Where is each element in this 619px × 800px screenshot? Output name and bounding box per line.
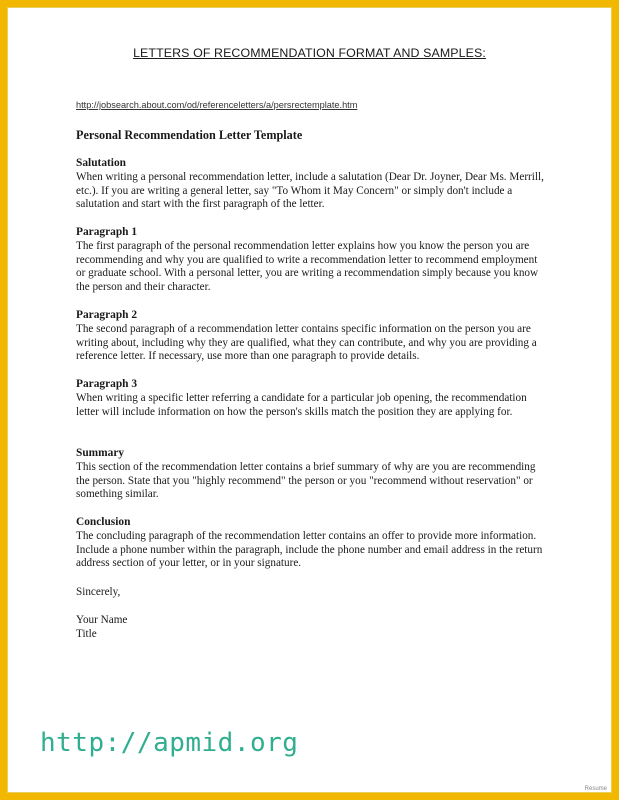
watermark-text: http://apmid.org — [40, 728, 299, 758]
closing-name: Your Name — [76, 614, 128, 626]
section-heading: Paragraph 3 — [76, 378, 138, 390]
section-heading: Paragraph 2 — [76, 309, 138, 321]
section-heading: Paragraph 1 — [76, 226, 138, 238]
section-body: The concluding paragraph of the recommendation letter contains an offer to provide more information. Include a phone number within the paragraph, include the phone number and email address in the return address section of your letter, or in your signature. — [76, 529, 543, 570]
closing-title: Title — [76, 628, 97, 640]
section-heading: Summary — [76, 447, 125, 459]
source-url-link[interactable]: http://jobsearch.about.com/od/referenceletters/a/persrectemplate.htm — [76, 100, 358, 110]
section-heading: Salutation — [76, 157, 127, 169]
section-conclusion — [76, 516, 546, 571]
section-body: When writing a specific letter referring a candidate for a particular job opening, the recommendation letter will include information on how the person's skills match the position they are applying for. — [76, 391, 527, 418]
section-heading: Conclusion — [76, 516, 131, 528]
section-summary — [76, 447, 546, 502]
section-salutation — [76, 157, 546, 212]
section-body: The first paragraph of the personal recommendation letter explains how you know the person you are recommending and why you are qualified to write a recommendation letter to recommend employment or graduate school. With a personal letter, you are writing a recommendation simply because you know the person and their character. — [76, 239, 539, 294]
closing-valediction: Sincerely, — [76, 586, 121, 598]
resume-logo: Resume — [584, 786, 607, 792]
section-paragraph-1 — [76, 226, 546, 295]
section-paragraph-3 — [76, 378, 546, 419]
document-subtitle: Personal Recommendation Letter Template — [76, 128, 303, 142]
document-title: LETTERS OF RECOMMENDATION FORMAT AND SAMPLES: — [133, 46, 486, 60]
section-paragraph-2 — [76, 309, 546, 364]
section-body: When writing a personal recommendation letter, include a salutation (Dear Dr. Joyner, Dear Ms. Merrill, etc.). If you are writing a general letter, say "To Whom it May Concern" or simply don't include a salutation and start with the first paragraph of the letter. — [76, 170, 544, 211]
section-body: This section of the recommendation letter contains a brief summary of why are you are recommending the person. State that you "highly recommend" the person or you "recommend without reservation" or something similar. — [76, 460, 536, 501]
section-body: The second paragraph of a recommendation letter contains specific information on the person you are writing about, including why they are qualified, what they can contribute, and why you are providing a reference letter. If necessary, use more than one paragraph to provide details. — [76, 322, 537, 363]
